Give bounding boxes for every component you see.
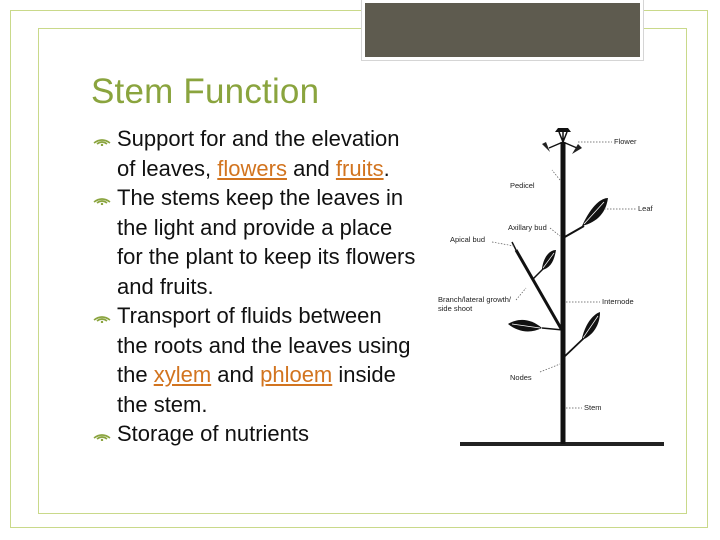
bullet-continuation: the light and provide a place xyxy=(117,214,393,240)
phloem-link[interactable]: phloem xyxy=(260,362,333,387)
bullet-list xyxy=(93,124,453,449)
wifi-signal-icon xyxy=(93,133,111,146)
leaf-icon xyxy=(563,312,600,358)
bullet-text: Storage of nutrients xyxy=(117,421,310,446)
label-internode: Internode xyxy=(602,297,634,306)
label-branch-line2: side shoot xyxy=(438,304,473,313)
flowers-link[interactable]: flowers xyxy=(217,155,287,181)
xylem-link[interactable]: xylem xyxy=(153,362,212,387)
bullet-text: the xyxy=(117,362,154,387)
bullet-text: inside xyxy=(332,362,396,387)
bullet-continuation: and fruits. xyxy=(117,273,214,299)
label-axillary-bud: Axillary bud xyxy=(508,223,547,232)
bullet-item-support xyxy=(93,124,453,154)
bullet-continuation xyxy=(93,154,453,184)
label-pedicel: Pedicel xyxy=(510,181,535,190)
label-apical-bud: Apical bud xyxy=(450,235,486,244)
bullet-text: Support for and the elevation xyxy=(117,126,400,151)
bullet-item-transport xyxy=(93,301,453,331)
label-nodes: Nodes xyxy=(510,373,532,382)
wifi-signal-icon xyxy=(93,192,111,205)
label-leaf: Leaf xyxy=(638,204,653,213)
bullet-text: The stems keep the leaves in xyxy=(117,185,404,210)
label-branch-line1: Branch/lateral growth/ xyxy=(438,295,511,304)
bullet-item-storage xyxy=(93,419,453,449)
bullet-continuation xyxy=(93,360,453,390)
bullet-text: Transport of fluids between xyxy=(117,303,382,328)
bullet-item-light xyxy=(93,183,453,213)
bullet-continuation: the roots and the leaves using xyxy=(117,332,411,358)
wifi-signal-icon xyxy=(93,310,111,323)
fruits-link[interactable]: fruits xyxy=(335,155,384,181)
leaf-icon xyxy=(508,320,563,332)
bullet-text: and xyxy=(211,362,261,387)
label-flower: Flower xyxy=(614,137,637,146)
bullet-continuation: for the plant to keep its flowers xyxy=(117,244,416,269)
bullet-text: of leaves, xyxy=(117,155,218,181)
bullet-text: and xyxy=(286,155,336,181)
wifi-signal-icon xyxy=(93,428,111,441)
leaf-icon xyxy=(532,250,556,280)
plant-diagram xyxy=(432,118,682,458)
leaf-icon xyxy=(563,198,608,238)
slide-title: Stem Function xyxy=(91,72,320,111)
label-stem: Stem xyxy=(584,403,602,412)
branch xyxy=(516,250,563,332)
bullet-text: . xyxy=(383,155,390,181)
decorative-tab xyxy=(362,0,643,60)
bullet-continuation: the stem. xyxy=(117,391,208,417)
